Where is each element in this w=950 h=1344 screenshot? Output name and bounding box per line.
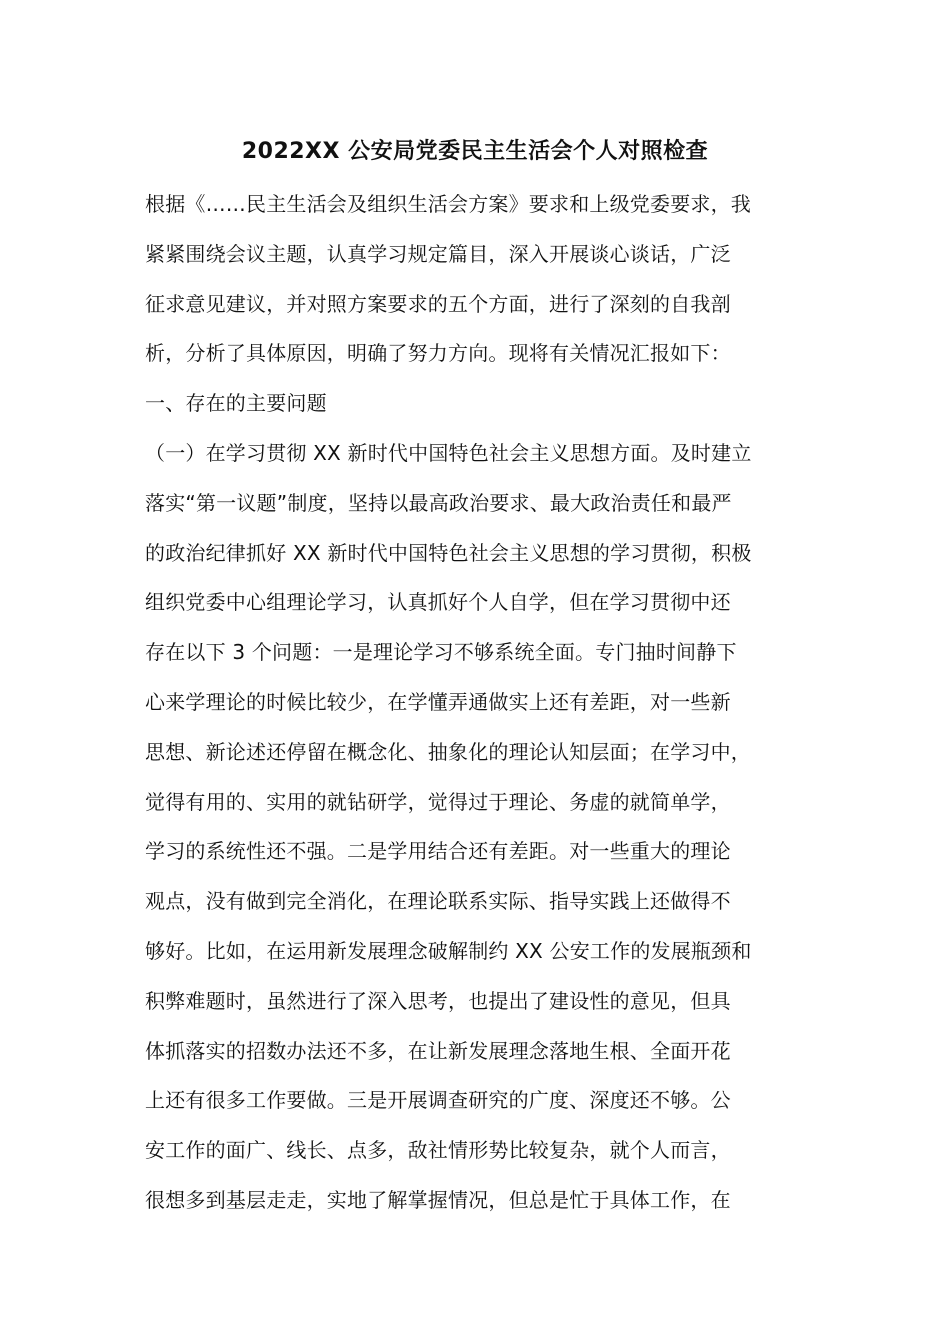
- paragraph-line: 很想多到基层走走，实地了解掌握情况，但总是忙于具体工作，在: [145, 1187, 731, 1212]
- paragraph-line: 根据《……民主生活会及组织生活会方案》要求和上级党委要求，我: [145, 192, 751, 216]
- paragraph-line: 存在以下 3 个问题：一是理论学习不够系统全面。专门抽时间静下: [145, 640, 737, 665]
- document-title: 2022XX 公安局党委民主生活会个人对照检查: [241, 139, 709, 164]
- paragraph-line: 积弊难题时，虽然进行了深入思考，也提出了建设性的意见，但具: [145, 988, 731, 1013]
- paragraph-line: 学习的系统性还不强。二是学用结合还有差距。对一些重大的理论: [145, 839, 731, 864]
- paragraph-line: 观点，没有做到完全消化，在理论联系实际、指导实践上还做得不: [145, 889, 731, 914]
- paragraph-line: 体抓落实的招数办法还不多，在让新发展理念落地生根、全面开花: [145, 1038, 731, 1063]
- paragraph-line: 组织党委中心组理论学习，认真抓好个人自学，但在学习贯彻中还: [145, 590, 731, 615]
- paragraph-line: 安工作的面广、线长、点多，敌社情形势比较复杂，就个人而言，: [145, 1138, 731, 1163]
- paragraph-line: 心来学理论的时候比较少，在学懂弄通做实上还有差距，对一些新: [145, 689, 731, 714]
- paragraph-line: 上还有很多工作要做。三是开展调查研究的广度、深度还不够。公: [145, 1088, 731, 1113]
- paragraph-line: 的政治纪律抓好 XX 新时代中国特色社会主义思想的学习贯彻，积极: [145, 540, 752, 565]
- paragraph-line: （一）在学习贯彻 XX 新时代中国特色社会主义思想方面。及时建立: [145, 440, 752, 465]
- paragraph-line: 征求意见建议，并对照方案要求的五个方面，进行了深刻的自我剖: [145, 291, 731, 316]
- paragraph-line: 思想、新论述还停留在概念化、抽象化的理论认知层面；在学习中，: [145, 739, 751, 764]
- paragraph-line: 觉得有用的、实用的就钻研学，觉得过于理论、务虚的就简单学，: [145, 789, 731, 814]
- section-heading: 一、存在的主要问题: [145, 391, 327, 416]
- paragraph-line: 析，分析了具体原因，明确了努力方向。现将有关情况汇报如下：: [145, 341, 731, 366]
- document-body: [145, 180, 835, 1226]
- paragraph-line: 够好。比如，在运用新发展理念破解制约 XX 公安工作的发展瓶颈和: [145, 938, 752, 963]
- paragraph-line: 落实“第一议题”制度，坚持以最高政治要求、最大政治责任和最严: [145, 490, 732, 515]
- paragraph-line: 紧紧围绕会议主题，认真学习规定篇目，深入开展谈心谈话，广泛: [145, 241, 731, 266]
